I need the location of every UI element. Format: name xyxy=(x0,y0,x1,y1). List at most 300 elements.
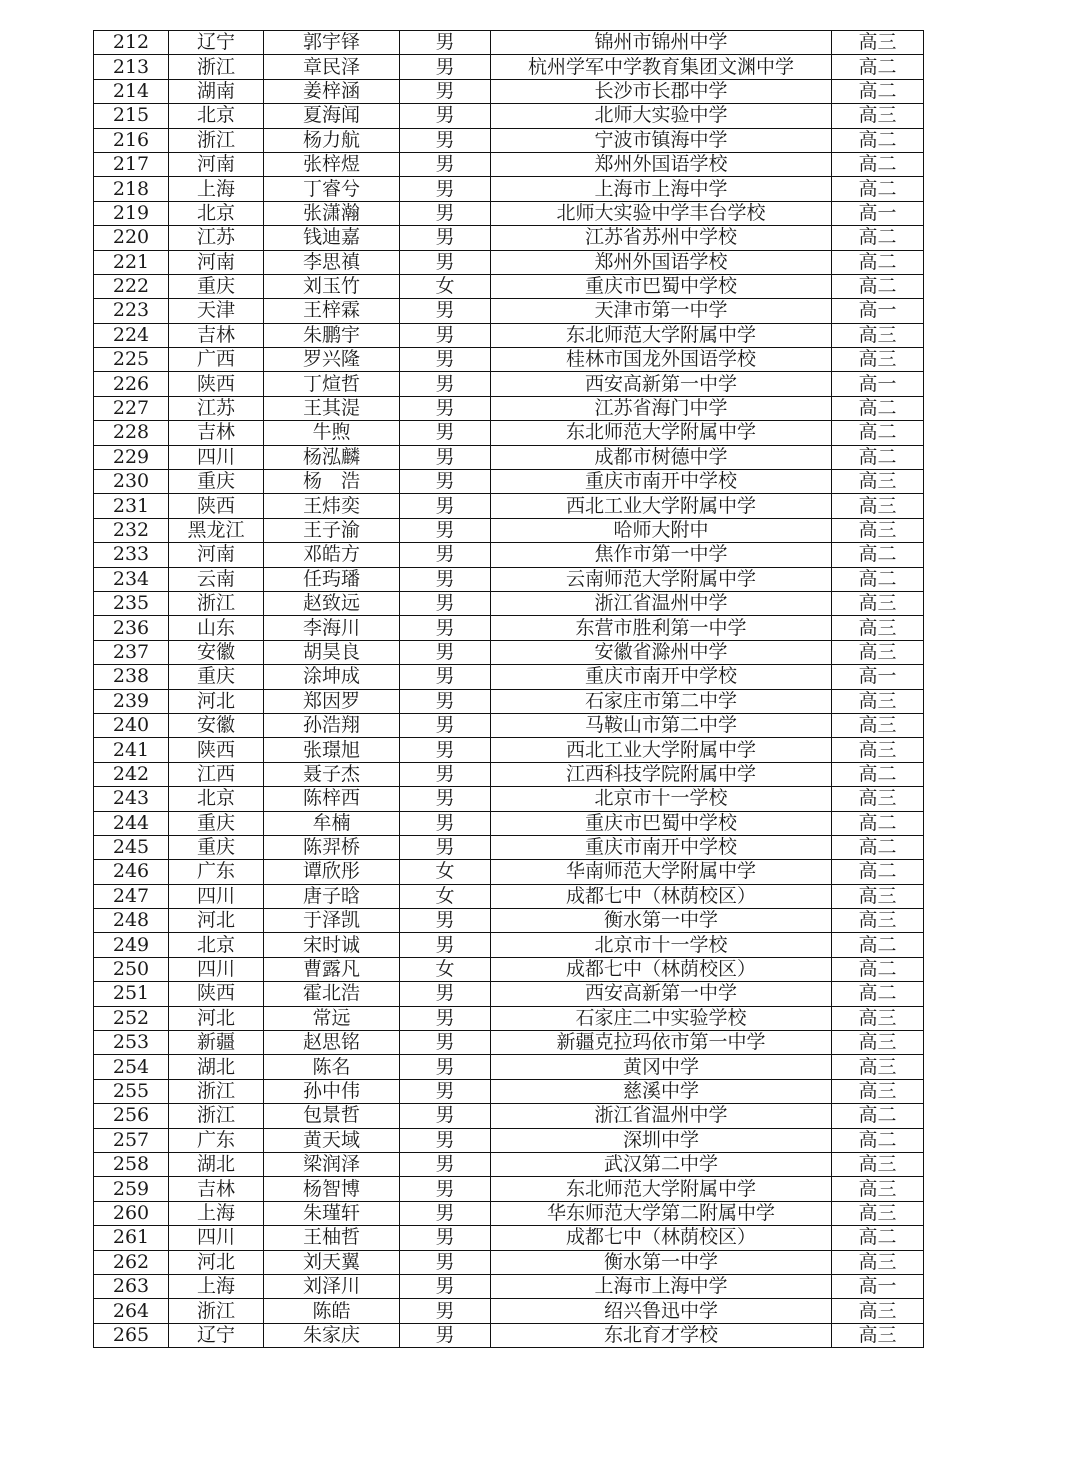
grade-cell: 高二 xyxy=(832,177,924,201)
province-cell: 湖北 xyxy=(169,1152,264,1176)
student-name-cell: 于泽凯 xyxy=(264,909,400,933)
province-cell: 重庆 xyxy=(169,835,264,859)
grade-cell: 高二 xyxy=(832,226,924,250)
student-name-cell: 王其湜 xyxy=(264,396,400,420)
gender-cell: 男 xyxy=(400,1201,491,1225)
student-name-cell: 涂坤成 xyxy=(264,665,400,689)
row-number: 221 xyxy=(94,250,169,274)
student-name-cell: 唐子晗 xyxy=(264,884,400,908)
school-cell: 成都七中（林荫校区） xyxy=(491,884,832,908)
school-cell: 锦州市锦州中学 xyxy=(491,31,832,55)
gender-cell: 男 xyxy=(400,713,491,737)
province-cell: 江苏 xyxy=(169,226,264,250)
student-name-cell: 王柚哲 xyxy=(264,1226,400,1250)
table-row xyxy=(94,226,924,250)
student-name-cell: 孙浩翔 xyxy=(264,713,400,737)
student-name-cell: 陈羿桥 xyxy=(264,835,400,859)
student-name-cell: 杨力航 xyxy=(264,128,400,152)
row-number: 247 xyxy=(94,884,169,908)
student-name-cell: 夏海闻 xyxy=(264,104,400,128)
province-cell: 北京 xyxy=(169,933,264,957)
table-row xyxy=(94,1128,924,1152)
table-row xyxy=(94,982,924,1006)
gender-cell: 男 xyxy=(400,323,491,347)
province-cell: 浙江 xyxy=(169,128,264,152)
gender-cell: 男 xyxy=(400,250,491,274)
gender-cell: 男 xyxy=(400,933,491,957)
row-number: 220 xyxy=(94,226,169,250)
row-number: 226 xyxy=(94,372,169,396)
gender-cell: 男 xyxy=(400,226,491,250)
table-row xyxy=(94,787,924,811)
student-name-cell: 朱瑾轩 xyxy=(264,1201,400,1225)
grade-cell: 高三 xyxy=(832,738,924,762)
grade-cell: 高二 xyxy=(832,55,924,79)
row-number: 232 xyxy=(94,518,169,542)
province-cell: 吉林 xyxy=(169,323,264,347)
gender-cell: 男 xyxy=(400,79,491,103)
row-number: 222 xyxy=(94,274,169,298)
table-row xyxy=(94,274,924,298)
student-name-cell: 王梓霖 xyxy=(264,299,400,323)
province-cell: 陕西 xyxy=(169,494,264,518)
table-row xyxy=(94,1079,924,1103)
province-cell: 浙江 xyxy=(169,591,264,615)
school-cell: 西安高新第一中学 xyxy=(491,982,832,1006)
province-cell: 江西 xyxy=(169,762,264,786)
gender-cell: 男 xyxy=(400,445,491,469)
school-cell: 北京市十一学校 xyxy=(491,933,832,957)
student-roster-table xyxy=(93,30,924,1348)
student-name-cell: 罗兴隆 xyxy=(264,348,400,372)
province-cell: 广西 xyxy=(169,348,264,372)
school-cell: 深圳中学 xyxy=(491,1128,832,1152)
grade-cell: 高三 xyxy=(832,1079,924,1103)
province-cell: 河北 xyxy=(169,909,264,933)
table-row xyxy=(94,1177,924,1201)
province-cell: 浙江 xyxy=(169,55,264,79)
table-row xyxy=(94,55,924,79)
student-name-cell: 孙中伟 xyxy=(264,1079,400,1103)
gender-cell: 男 xyxy=(400,1128,491,1152)
student-name-cell: 陈名 xyxy=(264,1055,400,1079)
province-cell: 安徽 xyxy=(169,640,264,664)
grade-cell: 高二 xyxy=(832,274,924,298)
school-cell: 衡水第一中学 xyxy=(491,909,832,933)
province-cell: 云南 xyxy=(169,567,264,591)
school-cell: 慈溪中学 xyxy=(491,1079,832,1103)
row-number: 230 xyxy=(94,470,169,494)
student-name-cell: 杨 浩 xyxy=(264,470,400,494)
gender-cell: 男 xyxy=(400,1006,491,1030)
row-number: 215 xyxy=(94,104,169,128)
gender-cell: 男 xyxy=(400,1079,491,1103)
province-cell: 江苏 xyxy=(169,396,264,420)
table-row xyxy=(94,31,924,55)
province-cell: 上海 xyxy=(169,1201,264,1225)
province-cell: 重庆 xyxy=(169,665,264,689)
school-cell: 石家庄二中实验学校 xyxy=(491,1006,832,1030)
province-cell: 浙江 xyxy=(169,1079,264,1103)
table-row xyxy=(94,1031,924,1055)
province-cell: 吉林 xyxy=(169,1177,264,1201)
grade-cell: 高三 xyxy=(832,1250,924,1274)
gender-cell: 男 xyxy=(400,470,491,494)
student-name-cell: 朱鹏宇 xyxy=(264,323,400,347)
row-number: 249 xyxy=(94,933,169,957)
grade-cell: 高三 xyxy=(832,1177,924,1201)
table-row xyxy=(94,835,924,859)
row-number: 240 xyxy=(94,713,169,737)
school-cell: 成都市树德中学 xyxy=(491,445,832,469)
province-cell: 重庆 xyxy=(169,274,264,298)
grade-cell: 高二 xyxy=(832,933,924,957)
row-number: 261 xyxy=(94,1226,169,1250)
grade-cell: 高三 xyxy=(832,616,924,640)
province-cell: 黑龙江 xyxy=(169,518,264,542)
province-cell: 陕西 xyxy=(169,738,264,762)
row-number: 229 xyxy=(94,445,169,469)
row-number: 217 xyxy=(94,152,169,176)
gender-cell: 男 xyxy=(400,1323,491,1347)
row-number: 253 xyxy=(94,1031,169,1055)
province-cell: 北京 xyxy=(169,201,264,225)
student-name-cell: 李思禛 xyxy=(264,250,400,274)
school-cell: 成都七中（林荫校区） xyxy=(491,957,832,981)
school-cell: 焦作市第一中学 xyxy=(491,543,832,567)
table-row xyxy=(94,1006,924,1030)
gender-cell: 女 xyxy=(400,957,491,981)
grade-cell: 高三 xyxy=(832,470,924,494)
gender-cell: 男 xyxy=(400,835,491,859)
table-row xyxy=(94,543,924,567)
table-row xyxy=(94,152,924,176)
table-row xyxy=(94,1323,924,1347)
grade-cell: 高二 xyxy=(832,250,924,274)
gender-cell: 男 xyxy=(400,1055,491,1079)
province-cell: 四川 xyxy=(169,1226,264,1250)
province-cell: 河北 xyxy=(169,689,264,713)
grade-cell: 高一 xyxy=(832,665,924,689)
student-name-cell: 姜梓涵 xyxy=(264,79,400,103)
table-row xyxy=(94,811,924,835)
student-name-cell: 包景哲 xyxy=(264,1104,400,1128)
table-row xyxy=(94,909,924,933)
student-name-cell: 章民泽 xyxy=(264,55,400,79)
student-name-cell: 黄天域 xyxy=(264,1128,400,1152)
grade-cell: 高二 xyxy=(832,445,924,469)
province-cell: 重庆 xyxy=(169,811,264,835)
province-cell: 上海 xyxy=(169,1274,264,1298)
gender-cell: 男 xyxy=(400,396,491,420)
gender-cell: 男 xyxy=(400,31,491,55)
row-number: 263 xyxy=(94,1274,169,1298)
row-number: 219 xyxy=(94,201,169,225)
student-name-cell: 牟楠 xyxy=(264,811,400,835)
table-row xyxy=(94,1201,924,1225)
row-number: 241 xyxy=(94,738,169,762)
row-number: 242 xyxy=(94,762,169,786)
grade-cell: 高三 xyxy=(832,31,924,55)
province-cell: 浙江 xyxy=(169,1299,264,1323)
row-number: 248 xyxy=(94,909,169,933)
province-cell: 湖南 xyxy=(169,79,264,103)
province-cell: 四川 xyxy=(169,884,264,908)
student-name-cell: 陈梓西 xyxy=(264,787,400,811)
grade-cell: 高三 xyxy=(832,494,924,518)
school-cell: 重庆市巴蜀中学校 xyxy=(491,811,832,835)
school-cell: 北京市十一学校 xyxy=(491,787,832,811)
gender-cell: 男 xyxy=(400,616,491,640)
row-number: 225 xyxy=(94,348,169,372)
gender-cell: 男 xyxy=(400,152,491,176)
table-row xyxy=(94,518,924,542)
row-number: 212 xyxy=(94,31,169,55)
grade-cell: 高二 xyxy=(832,567,924,591)
grade-cell: 高一 xyxy=(832,201,924,225)
student-name-cell: 杨智博 xyxy=(264,1177,400,1201)
school-cell: 西安高新第一中学 xyxy=(491,372,832,396)
grade-cell: 高三 xyxy=(832,1201,924,1225)
student-name-cell: 陈皓 xyxy=(264,1299,400,1323)
school-cell: 黄冈中学 xyxy=(491,1055,832,1079)
school-cell: 杭州学军中学教育集团文渊中学 xyxy=(491,55,832,79)
student-name-cell: 谭欣彤 xyxy=(264,860,400,884)
gender-cell: 男 xyxy=(400,1226,491,1250)
row-number: 244 xyxy=(94,811,169,835)
gender-cell: 男 xyxy=(400,811,491,835)
table-row xyxy=(94,689,924,713)
student-name-cell: 李海川 xyxy=(264,616,400,640)
table-row xyxy=(94,567,924,591)
roster-body xyxy=(94,31,924,1348)
grade-cell: 高三 xyxy=(832,1323,924,1347)
gender-cell: 男 xyxy=(400,665,491,689)
grade-cell: 高三 xyxy=(832,1031,924,1055)
table-row xyxy=(94,933,924,957)
row-number: 213 xyxy=(94,55,169,79)
row-number: 243 xyxy=(94,787,169,811)
gender-cell: 男 xyxy=(400,372,491,396)
school-cell: 新疆克拉玛依市第一中学 xyxy=(491,1031,832,1055)
student-name-cell: 郭宇铎 xyxy=(264,31,400,55)
province-cell: 河北 xyxy=(169,1250,264,1274)
table-row xyxy=(94,1274,924,1298)
gender-cell: 男 xyxy=(400,1177,491,1201)
school-cell: 安徽省滁州中学 xyxy=(491,640,832,664)
school-cell: 成都七中（林荫校区） xyxy=(491,1226,832,1250)
student-name-cell: 梁润泽 xyxy=(264,1152,400,1176)
student-name-cell: 王炜奕 xyxy=(264,494,400,518)
gender-cell: 男 xyxy=(400,128,491,152)
grade-cell: 高三 xyxy=(832,787,924,811)
table-row xyxy=(94,421,924,445)
table-row xyxy=(94,396,924,420)
student-name-cell: 霍北浩 xyxy=(264,982,400,1006)
gender-cell: 女 xyxy=(400,274,491,298)
grade-cell: 高三 xyxy=(832,884,924,908)
province-cell: 重庆 xyxy=(169,470,264,494)
table-row xyxy=(94,1055,924,1079)
student-name-cell: 曹露凡 xyxy=(264,957,400,981)
table-row xyxy=(94,348,924,372)
school-cell: 东营市胜利第一中学 xyxy=(491,616,832,640)
row-number: 227 xyxy=(94,396,169,420)
row-number: 246 xyxy=(94,860,169,884)
grade-cell: 高三 xyxy=(832,689,924,713)
row-number: 260 xyxy=(94,1201,169,1225)
gender-cell: 男 xyxy=(400,518,491,542)
table-row xyxy=(94,201,924,225)
grade-cell: 高三 xyxy=(832,518,924,542)
table-row xyxy=(94,299,924,323)
province-cell: 广东 xyxy=(169,1128,264,1152)
province-cell: 河南 xyxy=(169,152,264,176)
student-name-cell: 刘泽川 xyxy=(264,1274,400,1298)
grade-cell: 高二 xyxy=(832,128,924,152)
province-cell: 四川 xyxy=(169,957,264,981)
school-cell: 马鞍山市第二中学 xyxy=(491,713,832,737)
table-row xyxy=(94,494,924,518)
gender-cell: 男 xyxy=(400,1250,491,1274)
gender-cell: 男 xyxy=(400,909,491,933)
gender-cell: 男 xyxy=(400,762,491,786)
row-number: 262 xyxy=(94,1250,169,1274)
province-cell: 新疆 xyxy=(169,1031,264,1055)
province-cell: 北京 xyxy=(169,787,264,811)
school-cell: 东北师范大学附属中学 xyxy=(491,1177,832,1201)
table-row xyxy=(94,591,924,615)
school-cell: 长沙市长郡中学 xyxy=(491,79,832,103)
province-cell: 陕西 xyxy=(169,982,264,1006)
student-name-cell: 赵致远 xyxy=(264,591,400,615)
row-number: 238 xyxy=(94,665,169,689)
student-name-cell: 邓皓方 xyxy=(264,543,400,567)
row-number: 259 xyxy=(94,1177,169,1201)
student-name-cell: 郑因罗 xyxy=(264,689,400,713)
province-cell: 广东 xyxy=(169,860,264,884)
student-name-cell: 牛煦 xyxy=(264,421,400,445)
grade-cell: 高三 xyxy=(832,104,924,128)
grade-cell: 高三 xyxy=(832,591,924,615)
row-number: 228 xyxy=(94,421,169,445)
row-number: 252 xyxy=(94,1006,169,1030)
table-row xyxy=(94,470,924,494)
row-number: 250 xyxy=(94,957,169,981)
province-cell: 吉林 xyxy=(169,421,264,445)
grade-cell: 高一 xyxy=(832,372,924,396)
table-row xyxy=(94,957,924,981)
gender-cell: 男 xyxy=(400,689,491,713)
gender-cell: 男 xyxy=(400,640,491,664)
row-number: 239 xyxy=(94,689,169,713)
student-name-cell: 宋时诚 xyxy=(264,933,400,957)
table-row xyxy=(94,177,924,201)
grade-cell: 高三 xyxy=(832,640,924,664)
gender-cell: 男 xyxy=(400,299,491,323)
school-cell: 江西科技学院附属中学 xyxy=(491,762,832,786)
table-row xyxy=(94,640,924,664)
grade-cell: 高一 xyxy=(832,299,924,323)
grade-cell: 高二 xyxy=(832,1226,924,1250)
student-name-cell: 刘天翼 xyxy=(264,1250,400,1274)
table-row xyxy=(94,884,924,908)
gender-cell: 男 xyxy=(400,421,491,445)
grade-cell: 高三 xyxy=(832,1299,924,1323)
grade-cell: 高二 xyxy=(832,811,924,835)
gender-cell: 男 xyxy=(400,738,491,762)
gender-cell: 男 xyxy=(400,1104,491,1128)
school-cell: 西北工业大学附属中学 xyxy=(491,494,832,518)
province-cell: 天津 xyxy=(169,299,264,323)
student-name-cell: 赵思铭 xyxy=(264,1031,400,1055)
table-row xyxy=(94,738,924,762)
student-name-cell: 张潇瀚 xyxy=(264,201,400,225)
student-name-cell: 任玙璠 xyxy=(264,567,400,591)
gender-cell: 男 xyxy=(400,1299,491,1323)
table-row xyxy=(94,1299,924,1323)
student-name-cell: 丁睿兮 xyxy=(264,177,400,201)
school-cell: 浙江省温州中学 xyxy=(491,1104,832,1128)
table-row xyxy=(94,762,924,786)
row-number: 251 xyxy=(94,982,169,1006)
school-cell: 郑州外国语学校 xyxy=(491,250,832,274)
school-cell: 郑州外国语学校 xyxy=(491,152,832,176)
table-row xyxy=(94,104,924,128)
gender-cell: 男 xyxy=(400,55,491,79)
gender-cell: 男 xyxy=(400,177,491,201)
school-cell: 武汉第二中学 xyxy=(491,1152,832,1176)
grade-cell: 高二 xyxy=(832,982,924,1006)
grade-cell: 高三 xyxy=(832,1006,924,1030)
gender-cell: 女 xyxy=(400,884,491,908)
row-number: 233 xyxy=(94,543,169,567)
school-cell: 云南师范大学附属中学 xyxy=(491,567,832,591)
row-number: 265 xyxy=(94,1323,169,1347)
table-row xyxy=(94,323,924,347)
gender-cell: 女 xyxy=(400,860,491,884)
school-cell: 宁波市镇海中学 xyxy=(491,128,832,152)
grade-cell: 高二 xyxy=(832,762,924,786)
school-cell: 重庆市南开中学校 xyxy=(491,470,832,494)
row-number: 257 xyxy=(94,1128,169,1152)
province-cell: 山东 xyxy=(169,616,264,640)
student-name-cell: 丁煊哲 xyxy=(264,372,400,396)
grade-cell: 高三 xyxy=(832,909,924,933)
row-number: 264 xyxy=(94,1299,169,1323)
row-number: 231 xyxy=(94,494,169,518)
student-name-cell: 刘玉竹 xyxy=(264,274,400,298)
row-number: 237 xyxy=(94,640,169,664)
gender-cell: 男 xyxy=(400,787,491,811)
gender-cell: 男 xyxy=(400,201,491,225)
table-row xyxy=(94,713,924,737)
school-cell: 北师大实验中学丰台学校 xyxy=(491,201,832,225)
table-row xyxy=(94,445,924,469)
row-number: 258 xyxy=(94,1152,169,1176)
school-cell: 华东师范大学第二附属中学 xyxy=(491,1201,832,1225)
gender-cell: 男 xyxy=(400,494,491,518)
school-cell: 重庆市南开中学校 xyxy=(491,665,832,689)
row-number: 234 xyxy=(94,567,169,591)
grade-cell: 高二 xyxy=(832,543,924,567)
school-cell: 东北师范大学附属中学 xyxy=(491,323,832,347)
province-cell: 上海 xyxy=(169,177,264,201)
student-name-cell: 杨泓麟 xyxy=(264,445,400,469)
grade-cell: 高二 xyxy=(832,79,924,103)
row-number: 214 xyxy=(94,79,169,103)
school-cell: 重庆市南开中学校 xyxy=(491,835,832,859)
